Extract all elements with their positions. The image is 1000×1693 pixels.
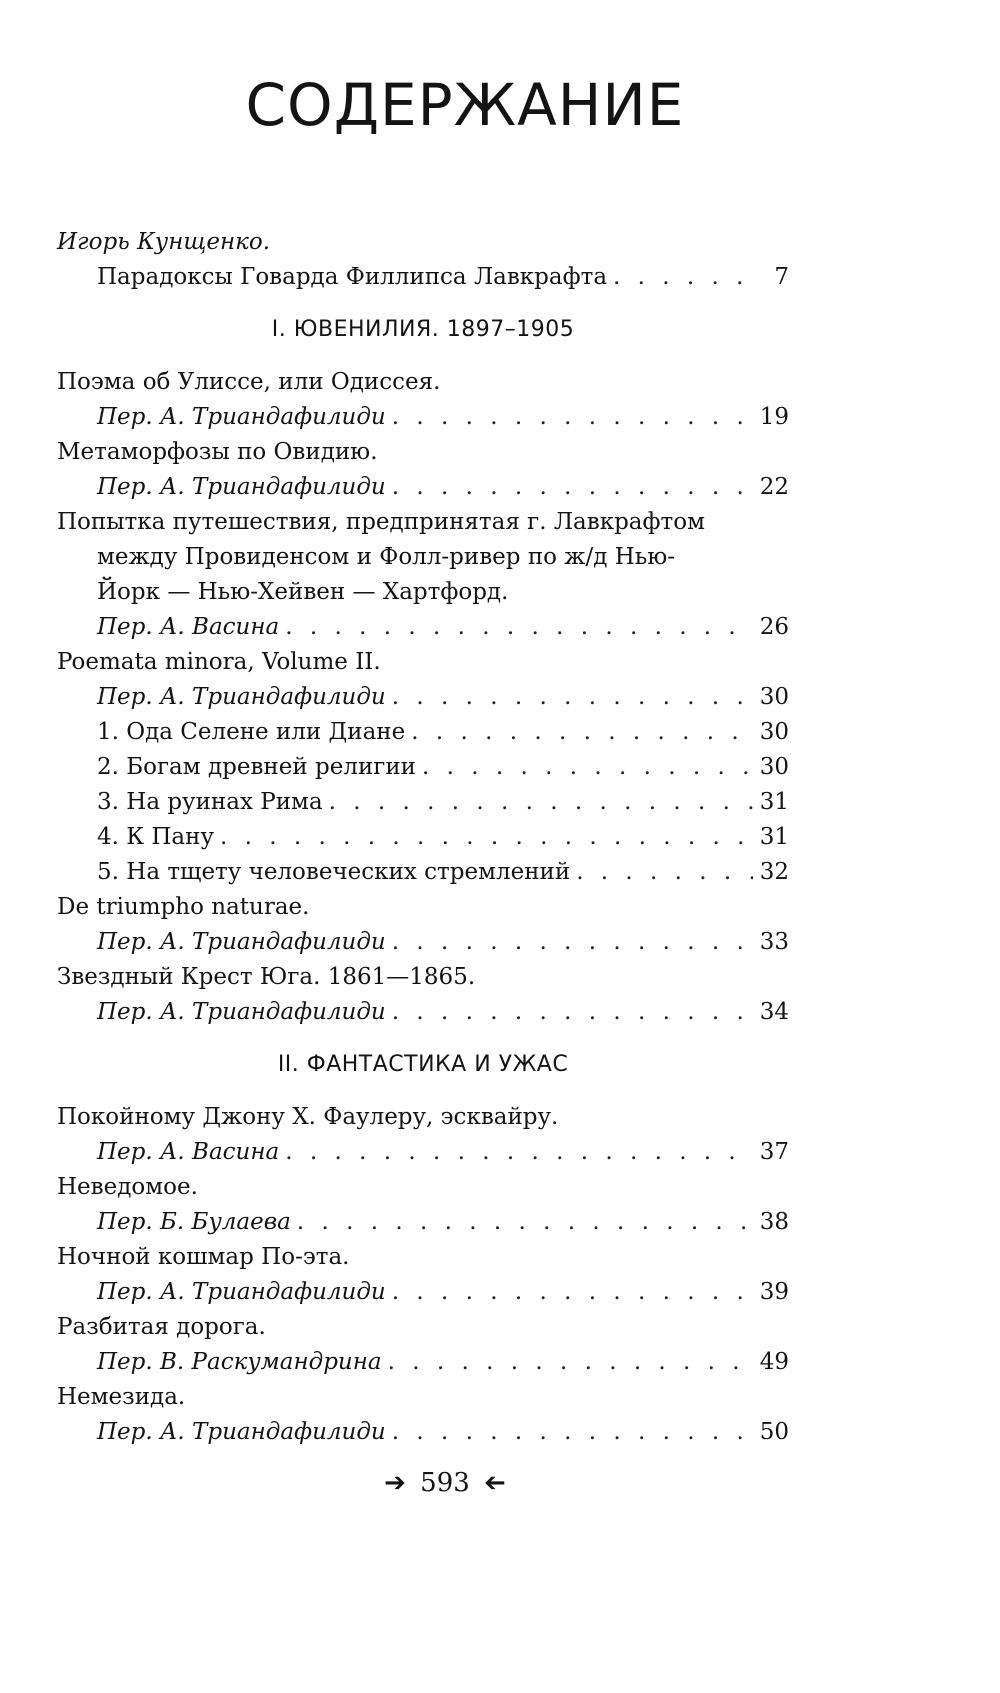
entry-translator: Пер. А. Триандафилиди xyxy=(97,1419,386,1445)
page-number: 31 xyxy=(759,789,789,815)
dot-leader xyxy=(392,926,753,958)
toc-line xyxy=(57,926,789,958)
entry-translator: Пер. А. Триандафилиди xyxy=(97,474,386,500)
entry-title-line: Йорк — Нью-Хейвен — Хартфорд. xyxy=(97,579,509,605)
toc-entry[interactable] xyxy=(57,961,789,1028)
dot-leader xyxy=(392,471,753,503)
page-number: 34 xyxy=(759,999,789,1025)
dot-leader xyxy=(411,716,753,748)
section-heading: II. ФАНТАСТИКА И УЖАС xyxy=(277,1052,569,1077)
toc-subitem[interactable] xyxy=(57,856,789,888)
toc-subitem[interactable] xyxy=(57,716,789,748)
toc-entry[interactable] xyxy=(57,1171,789,1238)
toc-entry[interactable] xyxy=(57,1381,789,1448)
entry-title-line: между Провиденсом и Фолл-ривер по ж/д Нью- xyxy=(97,544,676,570)
page-number: 31 xyxy=(759,824,789,850)
entry-translator: Пер. А. Триандафилиди xyxy=(97,1279,386,1305)
dot-leader xyxy=(392,681,753,713)
entry-title: Звездный Крест Юга. 1861—1865. xyxy=(57,964,476,990)
dot-leader xyxy=(422,751,753,783)
entry-title: Покойному Джону Х. Фаулеру, эсквайру. xyxy=(57,1104,559,1130)
entry-translator: Пер. Б. Булаева xyxy=(97,1209,291,1235)
entry-title: Poemata minora, Volume II. xyxy=(57,649,381,675)
subitem-title: 2. Богам древней религии xyxy=(97,754,416,780)
page-number: 26 xyxy=(759,614,789,640)
toc-line xyxy=(57,401,789,433)
toc-entry[interactable] xyxy=(57,366,789,433)
entry-title-line: Попытка путешествия, предпринятая г. Лавкрафтом xyxy=(57,509,705,535)
toc-entry[interactable] xyxy=(57,436,789,503)
dot-leader xyxy=(220,821,753,853)
toc-line xyxy=(57,1346,789,1378)
page-number: 37 xyxy=(759,1139,789,1165)
entry-translator: Пер. А. Триандафилиди xyxy=(97,404,386,430)
toc-entry[interactable] xyxy=(57,1241,789,1308)
entry-author: Игорь Кунщенко. xyxy=(57,229,271,255)
dot-leader xyxy=(388,1346,753,1378)
toc-line xyxy=(57,611,789,643)
toc-line xyxy=(57,1276,789,1308)
entry-translator: Пер. А. Триандафилиди xyxy=(97,684,386,710)
entry-title: Парадоксы Говарда Филлипса Лавкрафта xyxy=(97,264,608,290)
page-number: 38 xyxy=(759,1209,789,1235)
page-number: 49 xyxy=(759,1349,789,1375)
toc-entry[interactable] xyxy=(57,1101,789,1168)
page-number: 32 xyxy=(759,859,789,885)
entry-translator: Пер. А. Васина xyxy=(97,1139,280,1165)
toc-line xyxy=(57,261,789,293)
page-number: 30 xyxy=(759,754,789,780)
dot-leader xyxy=(392,1416,753,1448)
page-number: 30 xyxy=(759,719,789,745)
dot-leader xyxy=(613,261,753,293)
toc-line xyxy=(57,471,789,503)
subitem-title: 5. На тщету человеческих стремлений xyxy=(97,859,571,885)
toc-line xyxy=(57,681,789,713)
toc-entry-intro[interactable] xyxy=(57,226,789,293)
left-arrow-ornament-icon: ➔ xyxy=(484,1468,506,1498)
page-number: 50 xyxy=(759,1419,789,1445)
footer-page-number: 593 xyxy=(420,1468,470,1498)
toc-entry[interactable] xyxy=(57,891,789,958)
page-number: 39 xyxy=(759,1279,789,1305)
entry-title: Неведомое. xyxy=(57,1174,198,1200)
toc-line xyxy=(57,1416,789,1448)
toc-entry[interactable] xyxy=(57,506,789,643)
entry-translator: Пер. А. Триандафилиди xyxy=(97,929,386,955)
subitem-title: 4. К Пану xyxy=(97,824,214,850)
dot-leader xyxy=(392,996,753,1028)
page-number: 19 xyxy=(759,404,789,430)
dot-leader xyxy=(285,1136,753,1168)
entry-translator: Пер. В. Раскумандрина xyxy=(97,1349,382,1375)
toc-line xyxy=(57,996,789,1028)
toc-subitem[interactable] xyxy=(57,751,789,783)
page-number: 22 xyxy=(759,474,789,500)
page-number: 33 xyxy=(759,929,789,955)
subitem-title: 1. Ода Селене или Диане xyxy=(97,719,406,745)
toc-subitem[interactable] xyxy=(57,786,789,818)
toc-entry[interactable] xyxy=(57,646,789,713)
entry-translator: Пер. А. Васина xyxy=(97,614,280,640)
table-of-contents xyxy=(57,226,789,1451)
subitem-title: 3. На руинах Рима xyxy=(97,789,323,815)
dot-leader xyxy=(329,786,753,818)
right-arrow-ornament-icon: ➔ xyxy=(384,1468,406,1498)
page-title: СОДЕРЖАНИЕ xyxy=(245,71,685,139)
entry-title: Немезида. xyxy=(57,1384,186,1410)
toc-line xyxy=(57,1136,789,1168)
page-number: 30 xyxy=(759,684,789,710)
entry-title: Метаморфозы по Овидию. xyxy=(57,439,378,465)
toc-subitem[interactable] xyxy=(57,821,789,853)
dot-leader xyxy=(392,1276,753,1308)
toc-entry[interactable] xyxy=(57,1311,789,1378)
dot-leader xyxy=(392,401,753,433)
page-number: 7 xyxy=(774,264,789,290)
toc-line xyxy=(57,1206,789,1238)
entry-title: Разбитая дорога. xyxy=(57,1314,266,1340)
entry-title: Ночной кошмар По-эта. xyxy=(57,1244,350,1270)
dot-leader xyxy=(576,856,753,888)
dot-leader xyxy=(297,1206,753,1238)
dot-leader xyxy=(285,611,753,643)
page-footer xyxy=(0,1468,890,1498)
entry-title: De triumpho naturae. xyxy=(57,894,310,920)
section-heading: I. ЮВЕНИЛИЯ. 1897–1905 xyxy=(271,317,575,342)
entry-title: Поэма об Улиссе, или Одиссея. xyxy=(57,369,441,395)
entry-translator: Пер. А. Триандафилиди xyxy=(97,999,386,1025)
